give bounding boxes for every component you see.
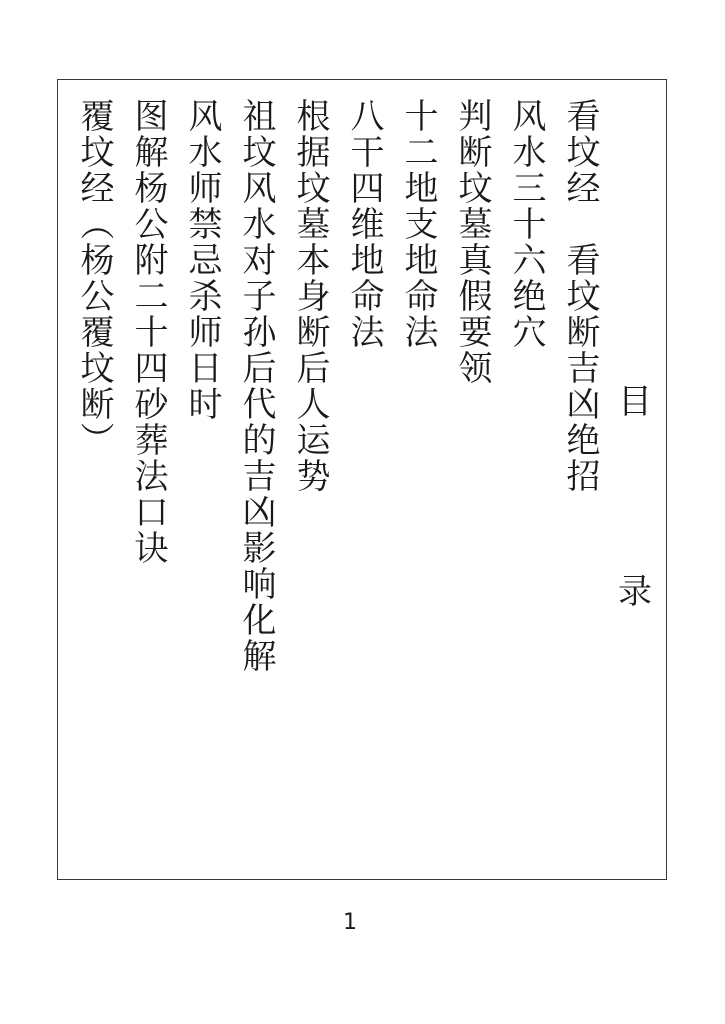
toc-heading	[612, 382, 658, 612]
toc-entry-8: 风水师禁忌杀师日时	[182, 98, 222, 422]
page-number: 1	[343, 910, 357, 935]
toc-entry-10: 覆坟经（杨公覆坟断）	[74, 98, 114, 458]
toc-entry-6: 根据坟墓本身断后人运势	[290, 98, 330, 494]
toc-entry-2: 风水三十六绝穴	[506, 98, 546, 350]
toc-entry-3: 判断坟墓真假要领	[452, 98, 492, 386]
toc-heading-char-1: 目	[618, 382, 652, 422]
toc-entry-4: 十二地支地命法	[398, 98, 438, 350]
toc-entry-9: 图解杨公附二十四砂葬法口诀	[128, 98, 168, 566]
toc-entry-1: 看坟经 看坟断吉凶绝招	[560, 98, 600, 494]
toc-entry-5: 八干四维地命法	[344, 98, 384, 350]
toc-entry-7: 祖坟风水对子孙后代的吉凶影响化解	[236, 98, 276, 674]
toc-heading-char-2: 录	[618, 572, 652, 612]
